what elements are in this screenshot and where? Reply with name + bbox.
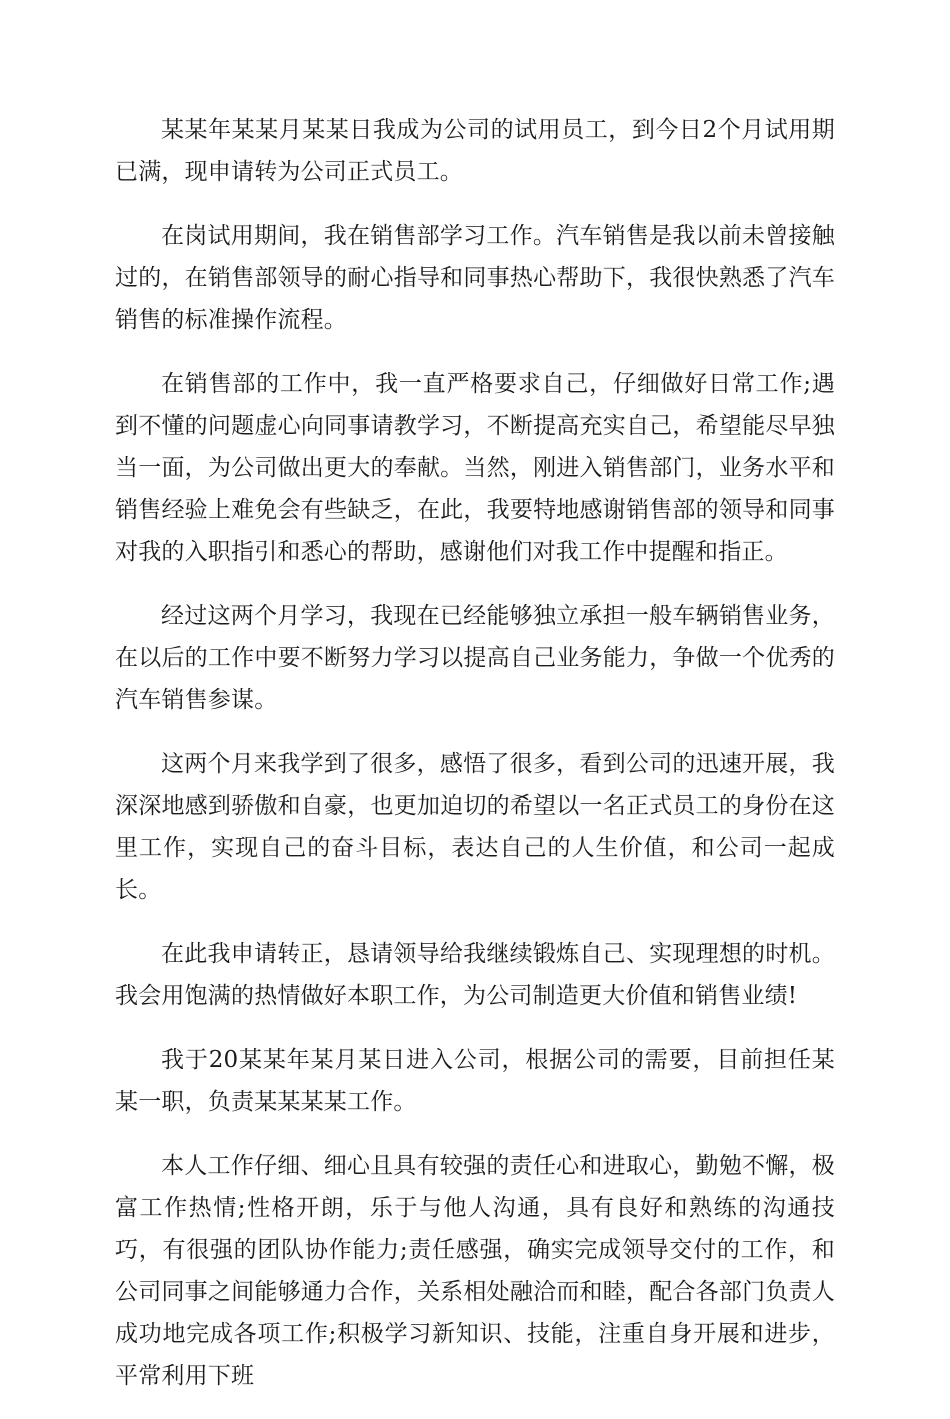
document-body (115, 109, 835, 1419)
paragraph-1: 某某年某某月某某日我成为公司的试用员工，到今日2个月试用期已满，现申请转为公司正式员工。 (115, 117, 835, 185)
paragraph-6: 在此我申请转正，恳请领导给我继续锻炼自己、实现理想的时机。我会用饱满的热情做好本职工作，为公司制造更大价值和销售业绩! (115, 941, 835, 1009)
paragraph-5: 这两个月来我学到了很多，感悟了很多，看到公司的迅速开展，我深深地感到骄傲和自豪，也更加迫切的希望以一名正式员工的身份在这里工作，实现自己的奋斗目标，表达自己的人生价值，和公司一起成长。 (115, 751, 835, 903)
paragraph-8: 本人工作仔细、细心且具有较强的责任心和进取心，勤勉不懈，极富工作热情;性格开朗，乐于与他人沟通，具有良好和熟练的沟通技巧，有很强的团队协作能力;责任感强，确实完成领导交付的工作，和公司同事之间能够通力合作，关系相处融洽而和睦，配合各部门负责人成功地完成各项工作;积极学习新知识、技能，注重自身开展和进步，平常利用下班 (115, 1153, 835, 1389)
paragraph-4: 经过这两个月学习，我现在已经能够独立承担一般车辆销售业务，在以后的工作中要不断努力学习以提高自己业务能力，争做一个优秀的汽车销售参谋。 (115, 603, 835, 713)
paragraph-3: 在销售部的工作中，我一直严格要求自己，仔细做好日常工作;遇到不懂的问题虚心向同事请教学习，不断提高充实自己，希望能尽早独当一面，为公司做出更大的奉献。当然，刚进入销售部门，业务水平和销售经验上难免会有些缺乏，在此，我要特地感谢销售部的领导和同事对我的入职指引和悉心的帮助，感谢他们对我工作中提醒和指正。 (115, 371, 835, 565)
paragraph-7: 我于20某某年某月某日进入公司，根据公司的需要，目前担任某某一职，负责某某某某工作。 (115, 1047, 835, 1115)
paragraph-2: 在岗试用期间，我在销售部学习工作。汽车销售是我以前未曾接触过的，在销售部领导的耐心指导和同事热心帮助下，我很快熟悉了汽车销售的标准操作流程。 (115, 223, 835, 333)
